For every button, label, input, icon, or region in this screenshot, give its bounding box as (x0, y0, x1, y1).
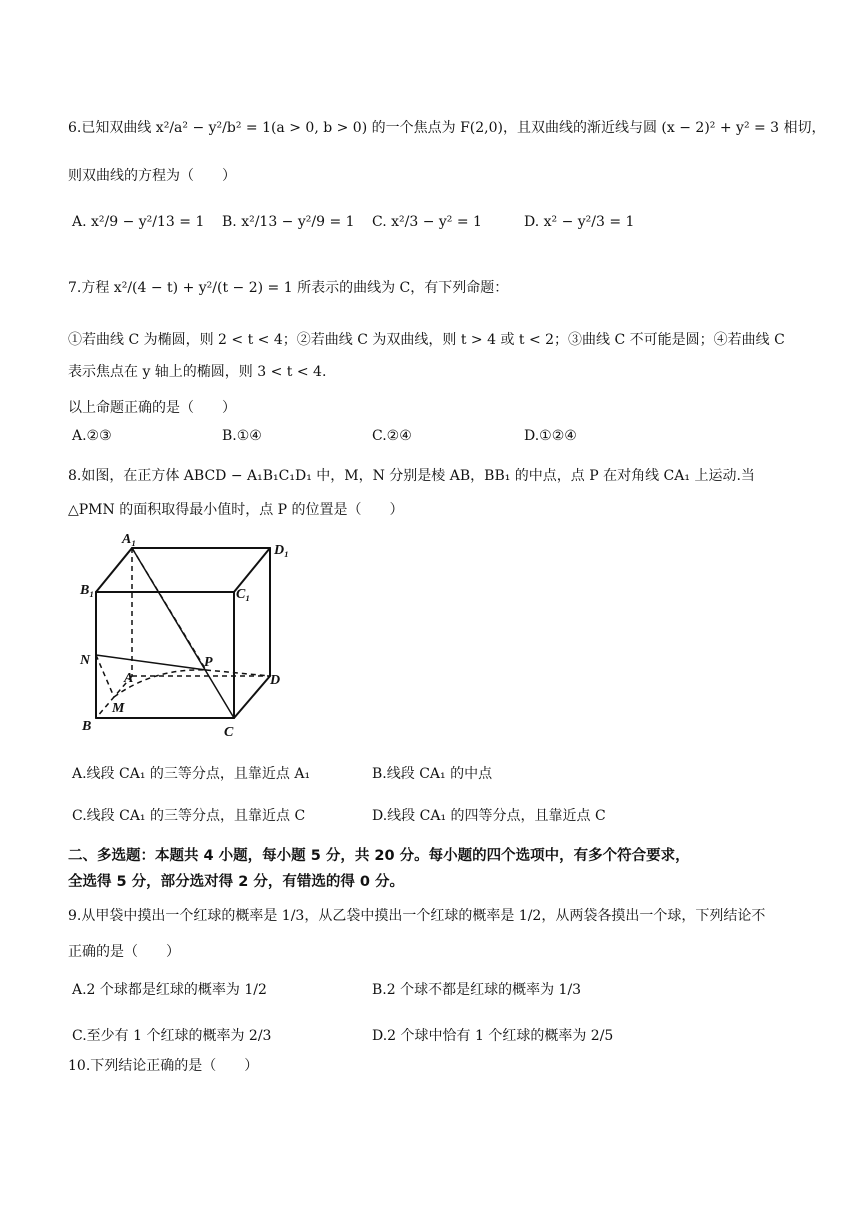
label-n: N (80, 653, 91, 668)
label-b: B (82, 719, 92, 734)
q6-stem-line1: 6.已知双曲线 x²/a² − y²/b² = 1(a > 0, b > 0) 的一个焦点为 F(2,0)，且双曲线的渐近线与圆 (x − 2)² + y² = 3 相切， (68, 120, 826, 136)
segment-nm (96, 655, 114, 697)
q8-option-a: A.线段 CA₁ 的三等分点，且靠近点 A₁ (72, 766, 311, 782)
section2-heading-line2: 全选得 5 分，部分选对得 2 分，有错选的得 0 分。 (68, 874, 405, 890)
q6-option-a: A. x²/9 − y²/13 = 1 (72, 214, 205, 230)
q6-option-c: C. x²/3 − y² = 1 (372, 214, 482, 230)
label-c1: C₁ (236, 587, 251, 602)
q6-stem-line2: 则双曲线的方程为（ ） (68, 168, 236, 184)
q8-stem-line2: △PMN 的面积取得最小值时，点 P 的位置是（ ） (68, 502, 404, 518)
q8-option-c: C.线段 CA₁ 的三等分点，且靠近点 C (72, 808, 306, 824)
q9-option-b: B.2 个球不都是红球的概率为 1/3 (372, 982, 582, 998)
segment-pd (206, 670, 270, 676)
q9-option-c: C.至少有 1 个红球的概率为 2/3 (72, 1028, 272, 1044)
q10-stem-line1: 10.下列结论正确的是（ ） (68, 1058, 259, 1074)
q7-stem-line3: 表示焦点在 y 轴上的椭圆，则 3 < t < 4. (68, 364, 327, 380)
q9-stem-line1: 9.从甲袋中摸出一个红球的概率是 1/3，从乙袋中摸出一个红球的概率是 1/2，从两袋各摸出一个球，下列结论不 (68, 908, 766, 924)
q9-option-a: A.2 个球都是红球的概率为 1/2 (72, 982, 267, 998)
label-c: C (224, 725, 234, 740)
q8-option-b: B.线段 CA₁ 的中点 (372, 766, 493, 782)
segment-np (96, 655, 206, 670)
label-m: M (112, 701, 125, 716)
edge-cd (234, 676, 270, 718)
cube-figure (74, 528, 314, 748)
q7-stem-line1: 7.方程 x²/(4 − t) + y²/(t − 2) = 1 所表示的曲线为 C，有下列命题： (68, 280, 509, 296)
q9-option-d: D.2 个球中恰有 1 个红球的概率为 2/5 (372, 1028, 614, 1044)
edge-d1c1 (234, 548, 270, 592)
q9-stem-line2: 正确的是（ ） (68, 944, 180, 960)
q8-option-d: D.线段 CA₁ 的四等分点，且靠近点 C (372, 808, 606, 824)
label-d: D (270, 673, 281, 688)
section2-heading-line1: 二、多选题：本题共 4 小题，每小题 5 分，共 20 分。每小题的四个选项中，有多个符合要求， (68, 848, 690, 864)
q6-option-d: D. x² − y²/3 = 1 (524, 214, 635, 230)
q7-option-c: C.②④ (372, 428, 412, 444)
q7-stem-line2: ①若曲线 C 为椭圆，则 2 < t < 4；②若曲线 C 为双曲线，则 t > 4 或 t < 2；③曲线 C 不可能是圆；④若曲线 C (68, 332, 785, 348)
q8-stem-line1: 8.如图，在正方体 ABCD − A₁B₁C₁D₁ 中，M，N 分别是棱 AB，BB₁ 的中点，点 P 在对角线 CA₁ 上运动.当 (68, 468, 755, 484)
q7-option-d: D.①②④ (524, 428, 577, 444)
label-b1: B₁ (80, 583, 95, 598)
edge-a1b1 (96, 548, 132, 592)
q7-stem-line4: 以上命题正确的是（ ） (68, 400, 236, 416)
q7-option-a: A.②③ (72, 428, 112, 444)
label-d1: D₁ (274, 543, 289, 558)
q7-option-b: B.①④ (222, 428, 262, 444)
q6-option-b: B. x²/13 − y²/9 = 1 (222, 214, 355, 230)
label-a1: A₁ (122, 532, 137, 547)
label-p: P (204, 655, 213, 670)
label-a: A (124, 671, 134, 686)
